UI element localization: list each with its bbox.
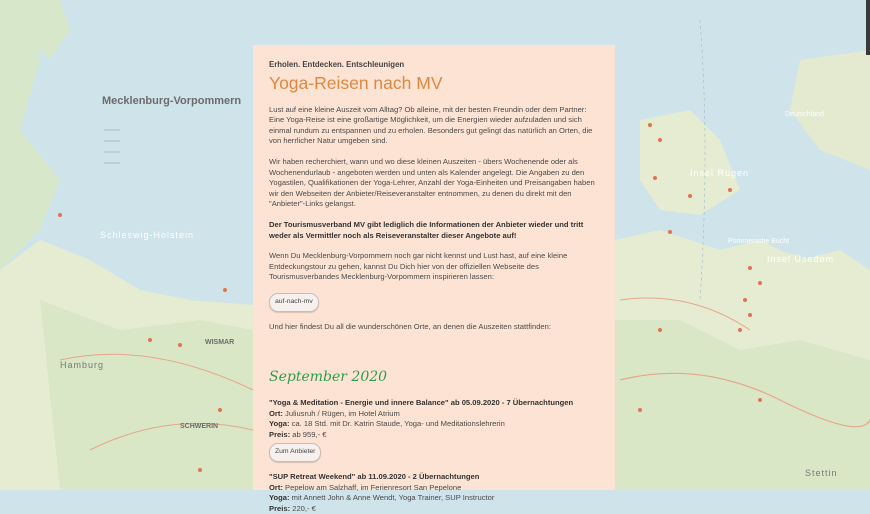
yoga-value: ca. 18 Std. mit Dr. Katrin Staude, Yoga- und Meditationslehrerin	[291, 419, 505, 429]
disclaimer-paragraph: Der Tourismusverband MV gibt lediglich die Informationen der Anbieter wieder und tritt weder als Vermittler noch als Reiseveranstalter dieser Angebote auf!	[269, 219, 584, 240]
map-label-deutschland: Deutschland	[785, 111, 824, 118]
price-label: Preis:	[269, 429, 291, 439]
yoga-label: Yoga:	[269, 493, 290, 503]
intro-paragraph-3: Wenn Du Mecklenburg-Vorpommern noch gar nicht kennst und Lust hast, auf eine kleine Entdeckungstour zu gehen, kannst Du Dich hier von der offiziellen Webseite des Tourismusverbandes Mecklenburg-Vorpommern inspirieren lassen:	[269, 251, 568, 282]
location-label: Ort:	[269, 482, 283, 492]
page-title: Yoga-Reisen nach MV	[269, 72, 443, 93]
event-item	[269, 398, 599, 466]
zum-anbieter-button[interactable]: Zum Anbieter	[269, 443, 321, 462]
yoga-value: mit Annett John & Anne Wendt, Yoga Trainer, SUP Instructor	[291, 493, 495, 503]
location-value: Juliusruh / Rügen, im Hotel Atrium	[285, 408, 400, 418]
event-title: "SUP Retreat Weekend" ab 11.09.2020 - 2 Übernachtungen	[269, 472, 480, 482]
event-location	[269, 483, 599, 494]
map-label-bucht: Pommersche Bucht	[728, 238, 790, 245]
scrollbar-thumb[interactable]	[866, 0, 870, 55]
event-price	[269, 504, 599, 514]
price-value: ab 959,- €	[292, 429, 327, 439]
month-heading: September 2020	[269, 369, 388, 386]
map-label-schwerin: SCHWERIN	[180, 423, 219, 430]
tagline: Erholen. Entdecken. Entschleunigen	[269, 60, 405, 69]
event-yoga	[269, 419, 599, 430]
intro-paragraph-2: Wir haben recherchiert, wann und wo diese kleinen Auszeiten - übers Wochenende oder als Wochenendurlaub - angeboten werden und unten als Kalender angelegt. Die Angaben zu den Yogastilen, Qualifikationen der Yoga-Lehrer, Anzahl der Yoga-Einheiten und Preisangaben haben wir den Webseiten der Anbieter/Reiseveranstalter entnommen, zu denen du direkt mit den "Anbieter"-Links gelangst.	[269, 156, 595, 209]
map-label-schleswig: Schleswig-Holstein	[100, 230, 195, 240]
event-item	[269, 472, 599, 514]
price-value: 220,- €	[292, 503, 316, 513]
location-value: Pepelow am Salzhaff, im Ferienresort San Pepelone	[285, 482, 462, 492]
event-location	[269, 409, 599, 420]
price-label: Preis:	[269, 503, 291, 513]
event-price	[269, 430, 599, 441]
map-label-wismar: WISMAR	[205, 339, 235, 346]
content-panel	[253, 45, 615, 513]
location-label: Ort:	[269, 408, 283, 418]
intro-paragraph-4: Und hier findest Du all die wunderschönen Orte, an denen die Auszeiten stattfinden:	[269, 321, 551, 331]
event-title: "Yoga & Meditation - Energie und innere Balance" ab 05.09.2020 - 7 Übernachtungen	[269, 398, 574, 408]
map-label-usedom: Insel Usedom	[767, 254, 835, 264]
map-label-hamburg: Hamburg	[60, 360, 105, 370]
map-region-label: Mecklenburg-Vorpommern	[102, 95, 242, 107]
auf-nach-mv-button[interactable]: auf-nach-mv	[269, 293, 319, 312]
yoga-label: Yoga:	[269, 419, 290, 429]
event-yoga	[269, 493, 599, 504]
map-label-ruegen: Insel Rügen	[690, 168, 750, 178]
map-label-stettin: Stettin	[805, 468, 838, 478]
intro-paragraph-1: Lust auf eine kleine Auszeit vom Alltag? Ob alleine, mit der besten Freundin oder dem Partner: Eine Yoga-Reise ist eine großartige Möglichkeit, um die Energien wieder aufzuladen und sich einmal rundum zu entspannen und zu erholen. Besonders gut gelingt das natürlich an Orten, die von herrlicher Natur umgeben sind.	[269, 104, 593, 146]
